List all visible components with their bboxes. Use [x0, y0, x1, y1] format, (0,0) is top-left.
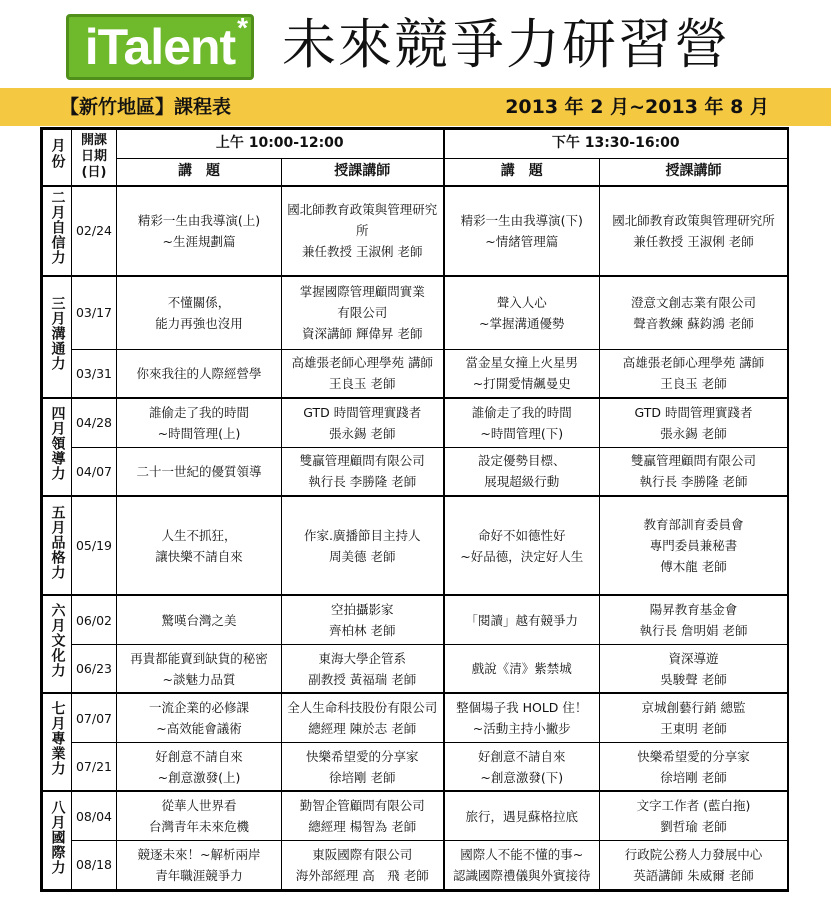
- header-date-line-1: 開課: [80, 133, 107, 149]
- logo-star: *: [237, 12, 247, 43]
- header-row-1: [43, 130, 788, 159]
- am-topic: [117, 693, 282, 742]
- am-topic: [117, 791, 282, 840]
- am-lecturer-line: 總經理 陳於志 老師: [308, 721, 417, 737]
- am-topic-line: 你來我往的人際經營學: [136, 365, 262, 381]
- am-topic-line: ~創意激發(上): [157, 769, 241, 785]
- pm-topic-line: ~活動主持小撇步: [472, 721, 571, 737]
- am-lecturer-line: 快樂希望愛的分享家: [305, 748, 419, 764]
- pm-topic-line: ~打開愛情飆曼史: [472, 376, 571, 392]
- header-date: [72, 130, 117, 186]
- am-topic: [117, 595, 282, 644]
- session-date: 06/02: [72, 595, 117, 644]
- session-date: 08/04: [72, 791, 117, 840]
- logo-text: iTalent: [84, 19, 236, 75]
- pm-lecturer: [600, 186, 788, 276]
- am-topic-line: 人生不抓狂，: [161, 527, 237, 543]
- pm-lecturer-line: 執行長 詹明娟 老師: [639, 623, 748, 639]
- region-title: 【新竹地區】課程表: [60, 96, 232, 118]
- pm-lecturer-line: 教育部訓育委員會: [643, 517, 744, 533]
- pm-topic: [444, 276, 600, 350]
- pm-topic: [444, 595, 600, 644]
- pm-lecturer: [600, 349, 788, 398]
- pm-lecturer-line: 劉哲瑜 老師: [660, 819, 727, 835]
- header-afternoon: 下午 13:30-16:00: [444, 130, 788, 159]
- pm-lecturer-line: 澄意文創志業有限公司: [630, 294, 756, 310]
- am-topic-line: ~高效能會議術: [156, 721, 242, 737]
- pm-topic-line: ~掌握溝通優勢: [479, 315, 565, 331]
- month-label: [43, 595, 72, 693]
- month-label-text: 三月溝通力: [49, 295, 66, 371]
- pm-topic-line: 誰偷走了我的時間: [471, 404, 572, 420]
- pm-lecturer: [600, 276, 788, 350]
- pm-topic-line: ~情緒管理篇: [485, 233, 559, 249]
- month-label-text: 四月領導力: [49, 406, 66, 482]
- pm-topic: [444, 791, 600, 840]
- pm-topic: [444, 840, 600, 889]
- am-topic: [117, 276, 282, 350]
- pm-topic-line: 旅行，遇見蘇格拉底: [465, 808, 578, 824]
- session-date: 04/28: [72, 398, 117, 447]
- schedule-row: [43, 742, 788, 791]
- session-date: 07/21: [72, 742, 117, 791]
- header-date-line-3: (日): [81, 165, 107, 181]
- am-lecturer: [282, 276, 444, 350]
- pm-topic-line: ~好品德，決定好人生: [460, 548, 584, 564]
- am-topic: [117, 644, 282, 693]
- am-lecturer-line: 空拍攝影家: [330, 602, 394, 618]
- month-label: [43, 276, 72, 399]
- pm-topic: [444, 447, 600, 496]
- am-topic-line: 能力再強也沒用: [155, 315, 243, 331]
- am-topic-line: ~生涯規劃篇: [162, 233, 236, 249]
- am-lecturer-line: 掌握國際管理顧問實業: [299, 284, 425, 300]
- month-label-text: 八月國際力: [49, 799, 66, 875]
- am-topic: [117, 496, 282, 595]
- am-topic: [117, 349, 282, 398]
- am-topic-line: 青年職涯競爭力: [155, 867, 243, 883]
- pm-topic-line: 聲入人心: [496, 294, 547, 310]
- pm-lecturer: [600, 398, 788, 447]
- pm-topic-line: 精彩一生由我導演(下): [460, 212, 583, 228]
- am-topic-line: 再貴都能賣到缺貨的秘密: [130, 650, 268, 666]
- pm-lecturer: [600, 791, 788, 840]
- am-topic-line: 一流企業的必修課: [148, 700, 249, 716]
- am-lecturer: [282, 742, 444, 791]
- session-date: 02/24: [72, 186, 117, 276]
- pm-lecturer: [600, 742, 788, 791]
- am-topic: [117, 186, 282, 276]
- pm-lecturer-line: 文字工作者 (藍白拖): [636, 798, 751, 814]
- pm-lecturer-line: 國北師教育政策與管理研究所: [612, 212, 775, 228]
- am-lecturer: [282, 349, 444, 398]
- pm-lecturer-line: 傅木龍 老師: [660, 559, 727, 575]
- month-label-text: 六月文化力: [49, 603, 66, 679]
- am-lecturer-line: 齊柏林 老師: [329, 623, 396, 639]
- pm-lecturer-line: 徐培剛 老師: [660, 769, 727, 785]
- month-label-text: 五月品格力: [49, 504, 66, 580]
- month-label: [43, 398, 72, 496]
- pm-lecturer-line: 高雄張老師心理學苑 講師: [622, 355, 765, 371]
- header-morning: 上午 10:00-12:00: [117, 130, 444, 159]
- am-lecturer-line: 國北師教育政策與管理研究所: [287, 202, 438, 239]
- pm-topic-line: 認識國際禮儀與外賓接待: [452, 867, 591, 883]
- session-date: 04/07: [72, 447, 117, 496]
- schedule-row: [43, 496, 788, 595]
- am-lecturer-line: 有限公司: [337, 305, 388, 321]
- header-date-line-2: 日期: [80, 149, 107, 165]
- header-am-lecturer: 授課講師: [282, 158, 444, 186]
- month-label: [43, 791, 72, 889]
- am-lecturer-line: 勤智企管顧問有限公司: [299, 798, 425, 814]
- am-lecturer-line: GTD 時間管理實踐者: [303, 404, 422, 420]
- am-topic-line: 讓快樂不請自來: [155, 548, 243, 564]
- pm-lecturer-line: 張永錫 老師: [660, 425, 727, 441]
- am-lecturer-line: 全人生命科技股份有限公司: [287, 700, 438, 716]
- am-topic: [117, 398, 282, 447]
- main-title: 未來競爭力研習營: [282, 13, 730, 76]
- pm-lecturer-line: 吳駿聲 老師: [660, 671, 727, 687]
- session-date: 07/07: [72, 693, 117, 742]
- pm-topic-line: 設定優勢目標、: [477, 453, 566, 469]
- schedule-table: [42, 129, 788, 890]
- pm-topic: [444, 496, 600, 595]
- pm-lecturer-line: 專門委員兼秘書: [649, 538, 738, 554]
- pm-topic-line: 命好不如德性好: [477, 527, 566, 543]
- session-date: 08/18: [72, 840, 117, 889]
- schedule-row: [43, 644, 788, 693]
- am-topic-line: ~談魅力品質: [162, 671, 236, 687]
- am-topic: [117, 742, 282, 791]
- month-label-text: 二月自信力: [49, 189, 66, 265]
- pm-lecturer-line: 王東明 老師: [660, 721, 727, 737]
- am-lecturer-line: 海外部經理 高 飛 老師: [295, 867, 429, 883]
- pm-topic-line: 展現超級行動: [484, 474, 560, 490]
- header-row-2: [43, 158, 788, 186]
- pm-topic-line: 「閱讀」越有競爭力: [465, 612, 578, 628]
- pm-lecturer-line: 行政院公務人力發展中心: [624, 846, 763, 862]
- pm-topic-line: 好創意不請自來: [477, 748, 566, 764]
- pm-lecturer-line: 雙贏管理顧問有限公司: [630, 453, 756, 469]
- schedule-row: [43, 840, 788, 889]
- pm-topic-line: 國際人不能不懂的事~: [460, 846, 584, 862]
- am-topic-line: 二十一世紀的優質領導: [136, 463, 262, 479]
- schedule-row: [43, 447, 788, 496]
- pm-lecturer-line: 陽昇教育基金會: [649, 602, 738, 618]
- pm-lecturer: [600, 693, 788, 742]
- schedule-row: [43, 276, 788, 350]
- am-lecturer-line: 東阪國際有限公司: [312, 846, 413, 862]
- session-date: 03/31: [72, 349, 117, 398]
- month-label: [43, 186, 72, 276]
- pm-topic-line: ~創意激發(下): [480, 769, 564, 785]
- pm-lecturer-line: 快樂希望愛的分享家: [637, 748, 750, 764]
- am-lecturer: [282, 186, 444, 276]
- pm-topic-line: 當金星女撞上火星男: [465, 355, 578, 371]
- header-pm-topic: 講 題: [444, 158, 600, 186]
- pm-lecturer: [600, 595, 788, 644]
- am-lecturer-line: 雙贏管理顧問有限公司: [299, 453, 425, 469]
- pm-topic: [444, 693, 600, 742]
- pm-lecturer: [600, 644, 788, 693]
- pm-lecturer-line: 執行長 李勝隆 老師: [639, 474, 748, 490]
- am-lecturer: [282, 644, 444, 693]
- pm-lecturer: [600, 496, 788, 595]
- period-range: 2013 年 2 月~2013 年 8 月: [505, 96, 769, 118]
- schedule-row: [43, 398, 788, 447]
- am-topic-line: 不懂關係，: [167, 294, 231, 310]
- am-lecturer: [282, 840, 444, 889]
- am-lecturer-line: 總經理 楊智為 老師: [308, 819, 417, 835]
- month-label: [43, 496, 72, 595]
- schedule-row: [43, 595, 788, 644]
- schedule-row: [43, 349, 788, 398]
- am-lecturer-line: 周美德 老師: [329, 548, 396, 564]
- am-topic-line: 誰偷走了我的時間: [148, 404, 249, 420]
- month-label-text: 七月專業力: [49, 701, 66, 777]
- pm-lecturer-line: 聲音教練 蘇鈞鴻 老師: [633, 315, 754, 331]
- am-lecturer-line: 高雄張老師心理學苑 講師: [291, 355, 433, 371]
- pm-lecturer-line: GTD 時間管理實踐者: [634, 404, 753, 420]
- month-label: [43, 693, 72, 791]
- italent-logo: [66, 14, 254, 80]
- am-topic-line: 競逐未來！~解析兩岸: [137, 846, 261, 862]
- am-lecturer-line: 王良玉 老師: [329, 376, 396, 392]
- header-month: [43, 130, 72, 186]
- am-topic-line: 精彩一生由我導演(上): [137, 212, 261, 228]
- am-lecturer-line: 資深講師 輝偉昇 老師: [302, 326, 423, 342]
- pm-lecturer-line: 兼任教授 王淑俐 老師: [633, 233, 754, 249]
- pm-topic: [444, 349, 600, 398]
- am-lecturer-line: 作家.廣播節目主持人: [304, 527, 421, 543]
- pm-topic: [444, 398, 600, 447]
- am-lecturer-line: 徐培剛 老師: [329, 769, 396, 785]
- session-date: 06/23: [72, 644, 117, 693]
- am-lecturer-line: 副教授 黃福瑞 老師: [308, 671, 417, 687]
- am-topic-line: 從華人世界看: [161, 798, 237, 814]
- pm-topic-line: 整個場子我 HOLD 住！: [456, 700, 588, 716]
- am-lecturer-line: 執行長 李勝隆 老師: [308, 474, 417, 490]
- am-lecturer-line: 東海大學企管系: [318, 650, 406, 666]
- schedule-row: [43, 693, 788, 742]
- pm-topic: [444, 186, 600, 276]
- pm-topic: [444, 742, 600, 791]
- am-topic-line: 好創意不請自來: [155, 748, 243, 764]
- page-header: [0, 0, 831, 88]
- pm-lecturer-line: 王良玉 老師: [660, 376, 727, 392]
- schedule-row: [43, 186, 788, 276]
- am-lecturer-line: 兼任教授 王淑俐 老師: [302, 244, 423, 260]
- am-lecturer: [282, 447, 444, 496]
- schedule-row: [43, 791, 788, 840]
- pm-lecturer-line: 京城創藝行銷 總監: [641, 700, 746, 716]
- am-lecturer: [282, 398, 444, 447]
- am-topic: [117, 447, 282, 496]
- pm-lecturer-line: 資深導遊: [668, 650, 719, 666]
- am-lecturer: [282, 791, 444, 840]
- header-month-text: 月份: [49, 138, 66, 171]
- am-topic-line: 驚嘆台灣之美: [161, 612, 237, 628]
- pm-lecturer: [600, 840, 788, 889]
- am-topic: [117, 840, 282, 889]
- session-date: 03/17: [72, 276, 117, 350]
- am-topic-line: ~時間管理(上): [157, 425, 241, 441]
- pm-lecturer: [600, 447, 788, 496]
- am-lecturer: [282, 496, 444, 595]
- pm-lecturer-line: 英語講師 朱威爾 老師: [633, 867, 754, 883]
- am-lecturer: [282, 693, 444, 742]
- am-lecturer: [282, 595, 444, 644]
- am-lecturer-line: 張永錫 老師: [329, 425, 396, 441]
- header-am-topic: 講 題: [117, 158, 282, 186]
- pm-topic-line: 戲說《清》紫禁城: [471, 661, 572, 677]
- pm-topic-line: ~時間管理(下): [480, 425, 564, 441]
- pm-topic: [444, 644, 600, 693]
- header-pm-lecturer: 授課講師: [600, 158, 788, 186]
- am-topic-line: 台灣青年未來危機: [148, 819, 249, 835]
- session-date: 05/19: [72, 496, 117, 595]
